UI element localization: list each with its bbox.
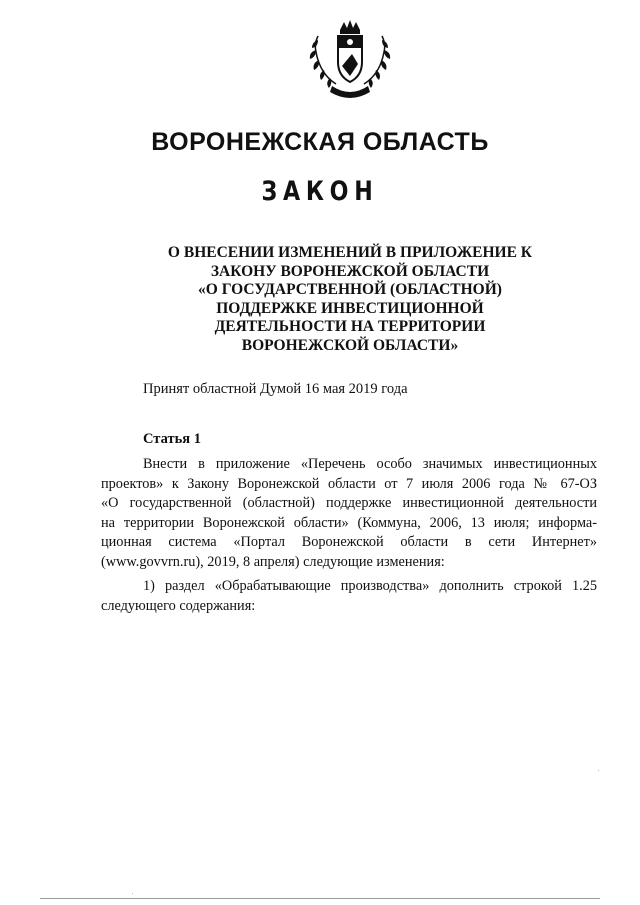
law-title-line: ПОДДЕРЖКЕ ИНВЕСТИЦИОННОЙ (216, 299, 484, 317)
paragraph-line: ционная система «Портал Воронежской области в сети Интернет» (101, 534, 597, 551)
paragraph-line: (www.govvrn.ru), 2019, 8 апреля) следующие изменения: (101, 553, 445, 570)
law-title-line: ВОРОНЕЖСКОЙ ОБЛАСТИ» (241, 336, 459, 354)
law-title (160, 244, 540, 355)
paragraph-line: следующего содержания: (101, 597, 256, 614)
law-title-line: «О ГОСУДАРСТВЕННОЙ (ОБЛАСТНОЙ) (198, 281, 502, 298)
scan-speck (132, 893, 133, 894)
scan-speck (598, 770, 599, 771)
paragraph-line: на территории Воронежской области» (Коммуна, 2006, 13 июля; информа- (101, 514, 597, 531)
paragraph-line: 1) раздел «Обрабатывающие производства» дополнить строкой 1.25 (143, 578, 597, 594)
paragraph-line: Внести в приложение «Перечень особо значимых инвестиционных (143, 456, 597, 472)
paragraph-line: проектов» к Закону Воронежской области от 7 июля 2006 года № 67-ОЗ (101, 475, 597, 492)
law-word: ЗАКОН (261, 176, 379, 207)
law-title-line: О ВНЕСЕНИИ ИЗМЕНЕНИЙ В ПРИЛОЖЕНИЕ К (167, 244, 533, 261)
paragraph-item-1 (101, 577, 597, 616)
region-title: ВОРОНЕЖСКАЯ ОБЛАСТЬ (151, 128, 489, 156)
article-heading: Статья 1 (143, 431, 201, 447)
paragraph-line: «О государственной (областной) поддержке инвестиционной деятельности (101, 495, 597, 512)
scan-edge-line (40, 898, 600, 899)
law-title-line: ДЕЯТЕЛЬНОСТИ НА ТЕРРИТОРИИ (214, 318, 486, 335)
coat-of-arms-icon (302, 18, 398, 104)
law-title-line: ЗАКОНУ ВОРОНЕЖСКОЙ ОБЛАСТИ (210, 262, 490, 280)
paragraph-amendment-intro (101, 455, 597, 573)
adoption-date-line: Принят областной Думой 16 мая 2019 года (143, 381, 408, 397)
